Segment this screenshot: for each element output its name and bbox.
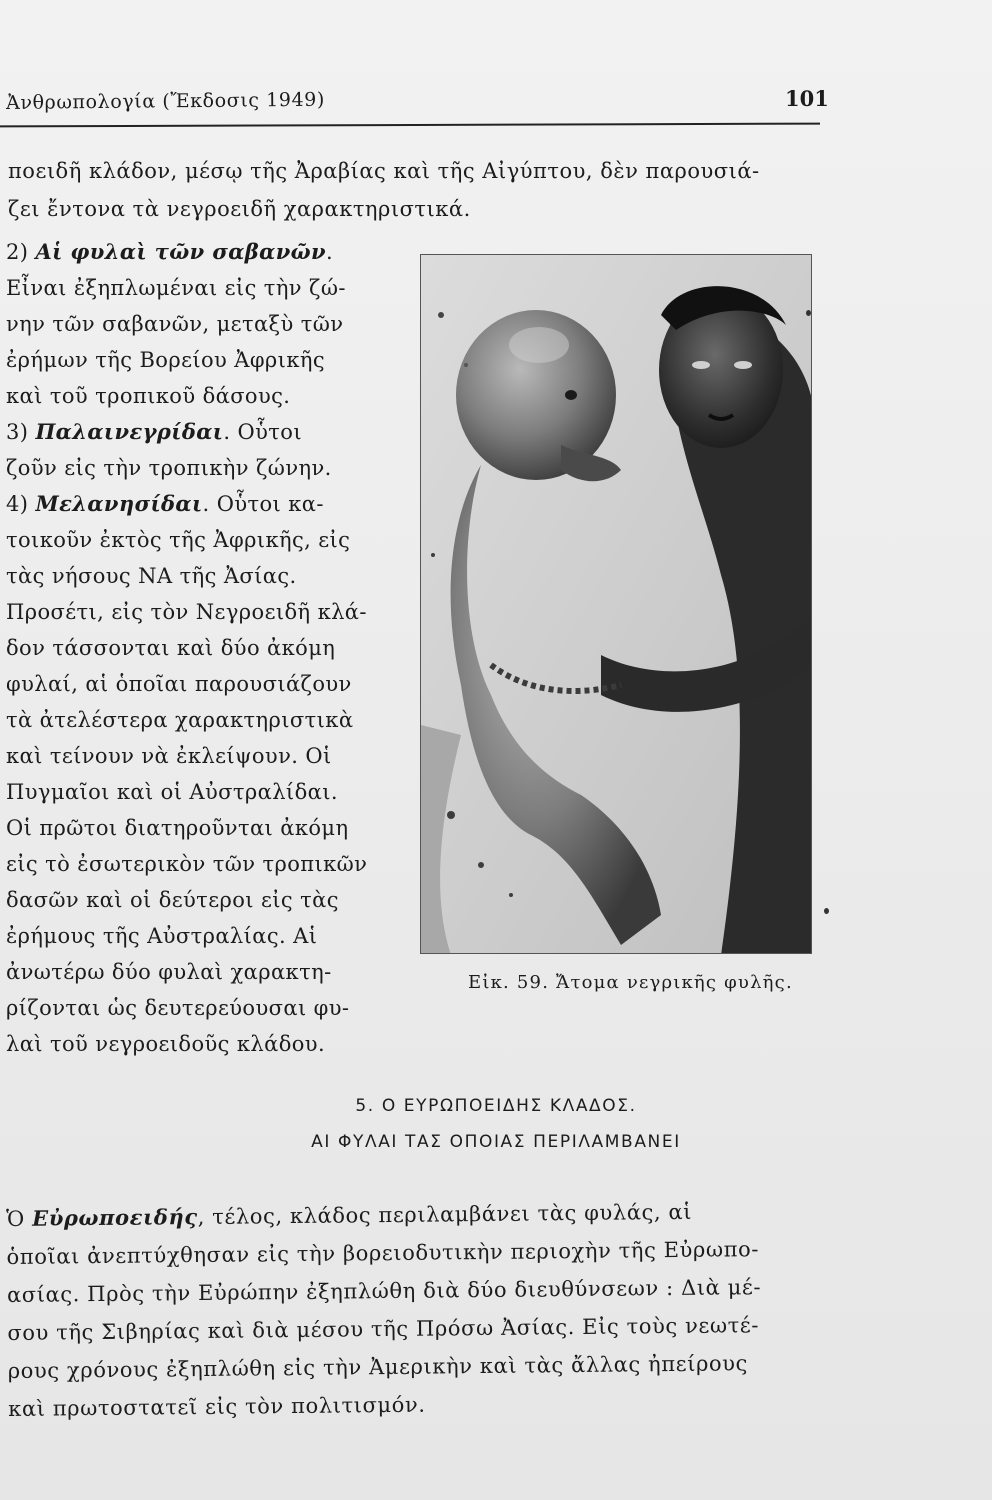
text-line: εἰς τὸ ἐσωτερικὸν τῶν τροπικῶν (6, 852, 368, 876)
running-title: Ἀνθρωπολογία (Ἔκδοσις 1949) (6, 88, 326, 114)
text-line: ἐρήμων τῆς Βορείου Ἀφρικῆς (6, 348, 325, 372)
text-line: ποειδῆ κλάδον, μέσῳ τῆς Ἀραβίας καὶ τῆς Αἰγύπτου, δὲν παρουσιά- (8, 159, 760, 183)
race-name: Αἱ φυλαὶ τῶν σαβανῶν (35, 239, 327, 264)
text-line: ασίας. Πρὸς τὴν Εὐρώπην ἐξηπλώθη διὰ δύο διευθύνσεων : Διὰ μέ- (6, 1275, 762, 1307)
text-line: καὶ τοῦ τροπικοῦ δάσους. (6, 384, 291, 408)
text-line: τὰς νήσους ΝΑ τῆς Ἀσίας. (6, 564, 297, 588)
section-subtitle-line: ΑΙ ΦΥΛΑΙ ΤΑΣ ΟΠΟΙΑΣ ΠΕΡΙΛΑΜΒΑΝΕΙ (311, 1132, 681, 1152)
text-line: τοικοῦν ἐκτὸς τῆς Ἀφρικῆς, εἰς (6, 528, 351, 552)
figure-59 (410, 254, 822, 954)
text-line: δον τάσσονται καὶ δύο ἀκόμη (6, 636, 336, 660)
text-line: ρίζονται ὡς δευτερεύουσαι φυ- (6, 996, 350, 1020)
section-heading (0, 1088, 992, 1160)
figure-caption: Εἰκ. 59. Ἄτομα νεγρικῆς φυλῆς. (468, 972, 793, 993)
print-speck (824, 908, 829, 914)
text-line: Πυγμαῖοι καὶ οἱ Αὐστραλίδαι. (6, 780, 338, 804)
text-line: 3) Παλαινεγρίδαι. Οὗτοι (6, 419, 302, 444)
text-line: ζει ἔντονα τὰ νεγροειδῆ χαρακτηριστικά. (8, 197, 471, 221)
race-name: Παλαινεγρίδαι (35, 419, 224, 444)
photo-illustration (421, 255, 812, 954)
text-line: ἀνωτέρω δύο φυλαὶ χαρακτη- (6, 960, 332, 984)
text-line: ὁποῖαι ἀνεπτύχθησαν εἰς τὴν βορειοδυτικὴν περιοχὴν τῆς Εὐρωπο- (6, 1237, 760, 1269)
text-line: καὶ πρωτοστατεῖ εἰς τὸν πολιτισμόν. (8, 1392, 426, 1421)
text-line: καὶ τείνουν νὰ ἐκλείψουν. Οἱ (6, 744, 332, 768)
text-line: λαὶ τοῦ νεγροειδοῦς κλάδου. (6, 1032, 326, 1056)
text-line: ζοῦν εἰς τὴν τροπικὴν ζώνην. (6, 456, 332, 480)
text-line: νην τῶν σαβανῶν, μεταξὺ τῶν (6, 312, 344, 336)
text-line: ρους χρόνους ἐξηπλώθη εἰς τὴν Ἀμερικὴν καὶ τὰς ἄλλας ἠπείρους (7, 1351, 749, 1383)
branch-name: Εὐρωποειδής (31, 1203, 198, 1231)
text-line: Οἱ πρῶτοι διατηροῦνται ἀκόμη (6, 816, 349, 840)
text-line: Εἶναι ἐξηπλωμέναι εἰς τὴν ζώ- (6, 276, 346, 300)
text-line: φυλαί, αἱ ὁποῖαι παρουσιάζουν (6, 672, 352, 696)
text-line: σου τῆς Σιβηρίας καὶ διὰ μέσου τῆς Πρόσω Ἀσίας. Εἰς τοὺς νεωτέ- (7, 1313, 760, 1345)
intro-paragraph (8, 152, 828, 228)
text-line: 4) Μελανησίδαι. Οὗτοι κα- (6, 491, 324, 516)
race-name: Μελανησίδαι (35, 491, 203, 516)
header-rule (0, 123, 820, 128)
text-line: Προσέτι, εἰς τὸν Νεγροειδῆ κλά- (6, 600, 367, 624)
section-title-line: 5. Ο ΕΥΡΩΠΟΕΙΔΗΣ ΚΛΑΔΟΣ. (355, 1096, 637, 1116)
text-line: τὰ ἀτελέστερα χαρακτηριστικὰ (6, 708, 354, 732)
photograph (420, 254, 812, 954)
body-paragraph (6, 1191, 858, 1428)
left-column-text (6, 234, 406, 1062)
text-line: ἐρήμους τῆς Αὐστραλίας. Αἱ (6, 924, 318, 948)
print-speck (806, 310, 811, 316)
text-line: 2) Αἱ φυλαὶ τῶν σαβανῶν. (6, 239, 334, 264)
text-line: Ὁ Εὐρωποειδής, τέλος, κλάδος περιλαμβάνει τὰς φυλάς, αἱ (6, 1199, 693, 1231)
text-line: δασῶν καὶ οἱ δεύτεροι εἰς τὰς (6, 888, 339, 912)
page-number: 101 (785, 86, 829, 111)
